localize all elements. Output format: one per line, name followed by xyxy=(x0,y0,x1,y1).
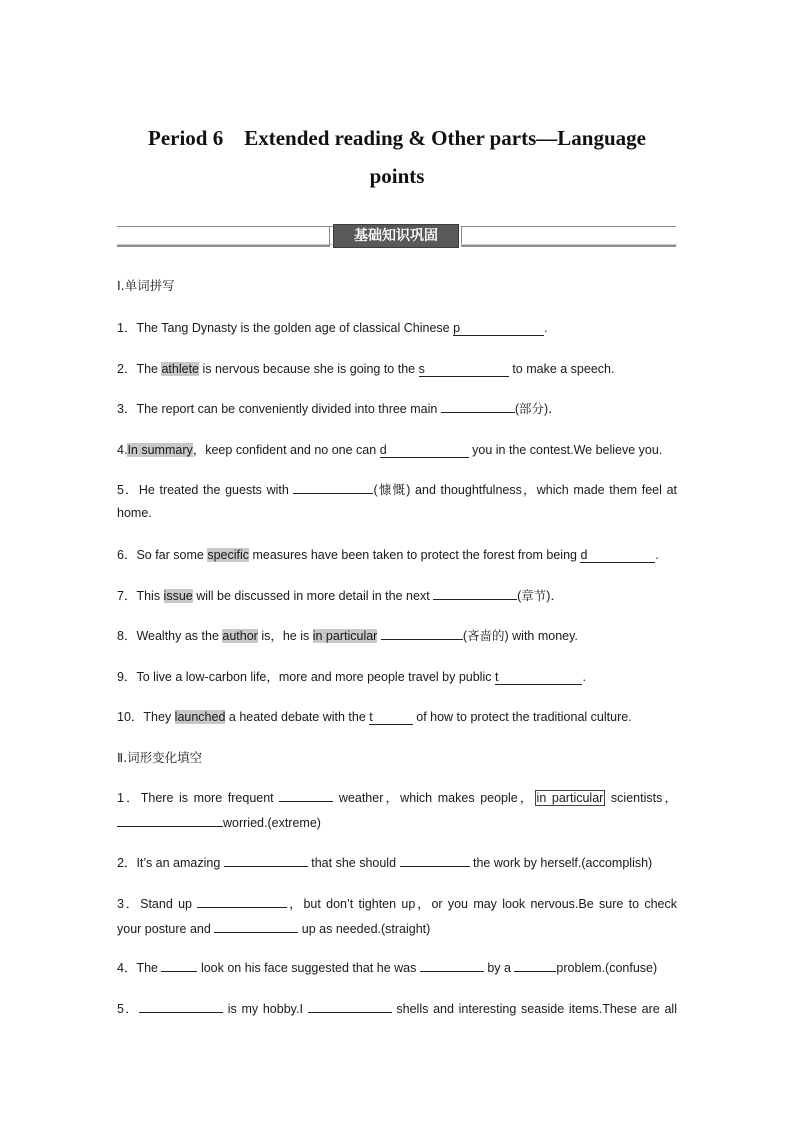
answer-blank[interactable] xyxy=(214,920,298,933)
question-1-3: 3．The report can be conveniently divided into three main (部分)． xyxy=(117,402,561,416)
question-1-9: 9．To live a low-carbon life，more and more people travel by public t . xyxy=(117,670,586,684)
question-2-1: 1．There is more frequent weather，which makes people， in particular scientists， xyxy=(117,791,677,805)
answer-blank[interactable] xyxy=(441,400,515,413)
highlight-word: launched xyxy=(174,710,226,724)
answer-blank[interactable] xyxy=(400,854,470,867)
banner-label: 基础知识巩固 xyxy=(333,224,459,248)
question-1-8: 8．Wealthy as the author is，he is in particular (吝啬的) with money. xyxy=(117,629,578,643)
question-1-5-cont: home. xyxy=(117,506,152,520)
boxed-phrase: in particular xyxy=(536,791,604,805)
answer-blank[interactable] xyxy=(117,814,223,827)
question-2-2: 2．It’s an amazing that she should the work by herself.(accomplish) xyxy=(117,856,653,870)
answer-blank[interactable]: t xyxy=(369,710,412,725)
answer-blank[interactable] xyxy=(381,627,463,640)
answer-blank[interactable] xyxy=(293,481,373,494)
question-1-5: 5．He treated the guests with (慷慨) and thoughtfulness，which made them feel at xyxy=(117,483,677,497)
answer-blank[interactable] xyxy=(514,959,556,972)
question-2-3-cont: your posture and up as needed.(straight) xyxy=(117,922,431,936)
page-title-line2: points xyxy=(369,164,425,188)
question-2-4: 4．The look on his face suggested that he was by a problem.(confuse) xyxy=(117,961,658,975)
question-1-6: 6．So far some specific measures have been taken to protect the forest from being d . xyxy=(117,548,659,562)
highlight-phrase: in particular xyxy=(312,629,378,643)
answer-blank[interactable] xyxy=(197,895,287,908)
question-1-4: 4.In summary，keep confident and no one can d you in the contest.We believe you. xyxy=(117,443,663,457)
highlight-word: specific xyxy=(207,548,250,562)
question-1-10: 10．They launched a heated debate with the t of how to protect the traditional culture. xyxy=(117,710,632,724)
banner-left-frame xyxy=(117,226,330,247)
question-2-5: 5． is my hobby.I shells and interesting seaside items.These are all xyxy=(117,1002,677,1016)
question-2-3: 3．Stand up ，but don’t tighten up，or you may look nervous.Be sure to check xyxy=(117,897,678,911)
answer-blank[interactable] xyxy=(161,959,197,972)
answer-blank[interactable] xyxy=(308,1000,392,1013)
question-2-1-cont: worried.(extreme) xyxy=(117,814,677,830)
section-heading-spelling: Ⅰ.单词拼写 xyxy=(117,278,175,293)
question-1-1: 1．The Tang Dynasty is the golden age of classical Chinese p . xyxy=(117,321,548,335)
highlight-word: issue xyxy=(163,589,193,603)
answer-blank[interactable] xyxy=(420,959,484,972)
section-heading-word-forms: Ⅱ.词形变化填空 xyxy=(117,750,203,765)
answer-blank[interactable]: s xyxy=(419,362,509,377)
highlight-word: athlete xyxy=(161,362,199,376)
highlight-phrase: In summary xyxy=(127,443,193,457)
banner-rule-right-bottom xyxy=(461,244,677,245)
question-1-2: 2．The athlete is nervous because she is going to the s to make a speech. xyxy=(117,362,615,376)
section-banner xyxy=(117,214,677,248)
answer-blank[interactable]: d xyxy=(580,548,655,563)
highlight-word: author xyxy=(222,629,258,643)
answer-blank[interactable]: p xyxy=(453,321,544,336)
answer-blank[interactable] xyxy=(224,854,308,867)
page-title-line1: Period 6 Extended reading & Other parts—Language xyxy=(148,126,646,150)
answer-blank[interactable] xyxy=(433,587,517,600)
answer-blank[interactable] xyxy=(139,1000,223,1013)
question-1-7: 7．This issue will be discussed in more detail in the next (章节)． xyxy=(117,589,563,603)
answer-blank[interactable] xyxy=(279,789,333,802)
answer-blank[interactable]: d xyxy=(380,443,469,458)
answer-blank[interactable]: t xyxy=(495,670,582,685)
